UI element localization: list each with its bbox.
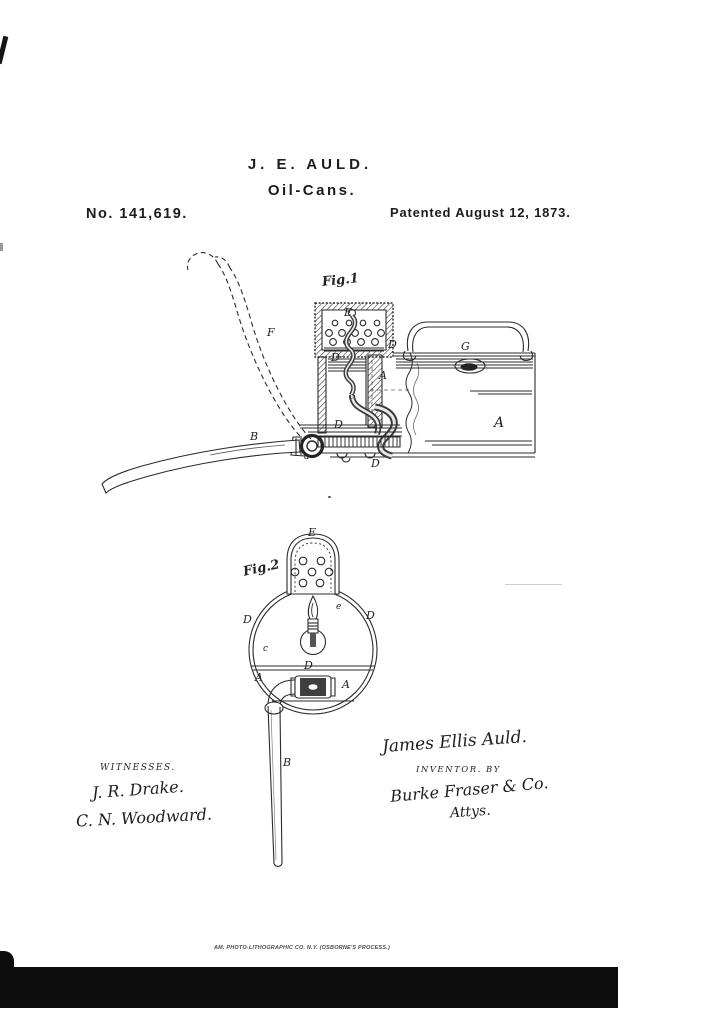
figure-caption: Fig.2: [241, 557, 282, 580]
witness-signature: J. R. Drake.: [91, 776, 185, 803]
part-label: E: [308, 526, 317, 539]
part-label: D: [366, 609, 375, 622]
applicant-name: J. E. AULD.: [247, 156, 373, 173]
discharge-spout: [102, 438, 301, 493]
patent-date: Patented August 12, 1873.: [390, 205, 571, 220]
wick-flame: [301, 596, 326, 655]
part-label: B: [283, 756, 292, 769]
part-label: D: [331, 351, 340, 364]
part-label: F: [267, 326, 275, 339]
lithographer-imprint: AM. PHOTO-LITHOGRAPHIC CO. N.Y. (OSBORNE'S PROCESS.): [213, 945, 391, 951]
invention-title: Oil-Cans.: [267, 182, 357, 199]
filler-opening: [455, 359, 485, 373]
part-label: e: [336, 602, 342, 612]
scan-band-bottom: [0, 967, 618, 1008]
inventor-signature: James Ellis Auld.: [381, 726, 528, 758]
part-label: A: [379, 369, 387, 382]
part-label: D: [371, 457, 380, 470]
burner-cylinder: [291, 676, 335, 698]
inventor-caption: INVENTOR. BY: [416, 765, 501, 775]
part-label: A: [342, 678, 350, 691]
part-label: c: [349, 392, 354, 401]
witnesses-heading: WITNESSES.: [100, 763, 176, 773]
part-label: D: [334, 418, 343, 431]
part-label: G: [461, 340, 470, 353]
part-label: A: [494, 415, 505, 431]
scan-faint-line: [505, 584, 562, 585]
patent-number: No. 141,619.: [86, 206, 188, 222]
attorneys-title: Attys.: [449, 802, 492, 822]
separator-dot: [328, 496, 331, 498]
scan-mark-top-left: [0, 36, 8, 64]
part-label: E: [344, 306, 353, 319]
feed-tube: [265, 680, 295, 867]
spout-raised-position: [187, 253, 311, 439]
scan-speck-left: [0, 243, 3, 251]
attorneys-signature: Burke Fraser & Co.: [389, 773, 550, 806]
part-label: D: [388, 338, 397, 351]
part-label: D: [304, 659, 313, 672]
part-label: c: [263, 644, 269, 654]
part-label: a: [304, 452, 310, 462]
part-label: A: [255, 671, 263, 684]
part-label: B: [250, 430, 259, 443]
witness-signature: C. N. Woodward.: [75, 804, 213, 831]
figure-caption: Fig.1: [321, 271, 360, 290]
part-label: D: [243, 613, 252, 626]
perforated-dome: [287, 534, 339, 594]
